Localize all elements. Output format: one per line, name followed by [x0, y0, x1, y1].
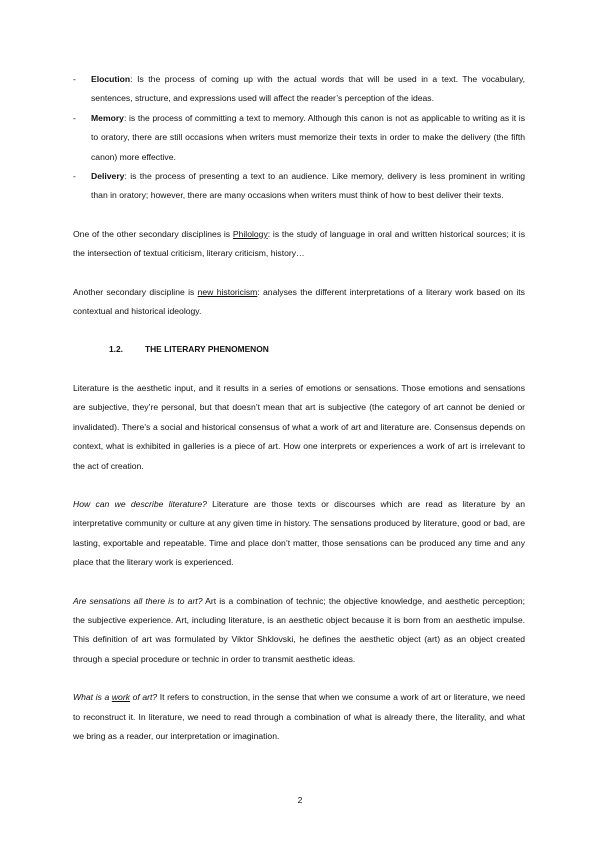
list-item	[73, 167, 525, 206]
paragraph-work-of-art	[73, 688, 525, 746]
section-title: THE LITERARY PHENOMENON	[145, 344, 269, 355]
paragraph-text: It refers to construction, in the sense that when we consume a work of art or literature, we need to reconstruct it. In literature, we need to read through a combination of what is already there, the literality, and what we bring as a reader, our interpretation or imagination.	[73, 692, 525, 741]
paragraph-sensations	[73, 592, 525, 670]
paragraph-new-historicism	[73, 283, 525, 322]
paragraph-describe-literature	[73, 495, 525, 573]
page-content	[73, 70, 525, 746]
paragraph-text: Art is a combination of technic; the objective knowledge, and aesthetic perception; the subjective experience. Art, including literature, is an aesthetic object because it is born from an aesthetic impulse. This definition of art was formulated by Viktor Shklovski, he defines the aesthetic object (art) as an object created through a special procedure or technic in order to transmit aesthetic ideas.	[73, 595, 525, 664]
question-part: What is a	[73, 692, 112, 703]
page-number: 2	[297, 795, 303, 805]
list-dash: -	[73, 112, 76, 123]
paragraph-text: Another secondary discipline is	[73, 286, 198, 297]
list-item-text: : is the process of presenting a text to an audience. Like memory, delivery is less prominent in writing than in oratory; however, there are many occasions when writers must think of how to best deliver their texts.	[91, 171, 525, 201]
paragraph-text: : is the study of language in oral and written historical sources; it is the intersection of textual criticism, literary criticism, history…	[73, 228, 525, 259]
paragraph-text: One of the other secondary disciplines is	[73, 228, 233, 239]
section-heading	[73, 340, 525, 359]
list-dash: -	[73, 74, 76, 84]
question-text	[73, 692, 157, 702]
list-item-text: : Is the process of coming up with the actual words that will be used in a text. The vocabulary, sentences, structure, and expressions used will affect the reader’s perception of the ideas.	[91, 74, 525, 104]
paragraph-text: Literature are those texts or discourses which are read as literature by an interpretative community or culture at any given time in history. The sensations produced by literature, good or bad, are lasting, exportable and repeatable. Time and place don’t matter, those sensations can be produced any time and any place that the literary work is experienced.	[73, 498, 525, 568]
term-memory: Memory	[91, 112, 124, 123]
term-work: work	[111, 692, 130, 703]
question-text: Are sensations all there is to art?	[73, 595, 203, 606]
rhetoric-canons-list	[73, 70, 525, 206]
term-philology: Philology	[232, 228, 268, 239]
paragraph-text: : analyses the different interpretations of a literary work based on its contextual and historical ideology.	[73, 286, 525, 317]
term-delivery: Delivery	[91, 171, 125, 182]
section-number: 1.2.	[109, 344, 123, 355]
paragraph-philology	[73, 225, 525, 264]
list-item	[73, 109, 525, 167]
list-item-text: : is the process of committing a text to memory. Although this canon is not as applicable to writing as it is to oratory, there are still occasions when writers must memorize their texts in order to make the delivery (the fifth canon) more effective.	[91, 112, 525, 162]
list-dash: -	[73, 171, 76, 182]
question-part: of art?	[129, 692, 158, 703]
term-elocution: Elocution	[91, 74, 131, 84]
list-item	[73, 70, 525, 109]
term-new-historicism: new historicism	[197, 286, 258, 297]
question-text: How can we describe literature?	[73, 498, 207, 509]
paragraph-intro: Literature is the aesthetic input, and it results in a series of emotions or sensations. Those emotions and sensations are subjective, they’re personal, but that doesn’t mean that art is subjective (the category of art cannot be denied or invalidated). There’s a social and historical consensus of what a work of art and literature are. Consensus depends on context, what is exhibited in galleries is a piece of art. How one interprets or experiences a work of art is irrelevant to the act of creation.	[73, 382, 525, 471]
